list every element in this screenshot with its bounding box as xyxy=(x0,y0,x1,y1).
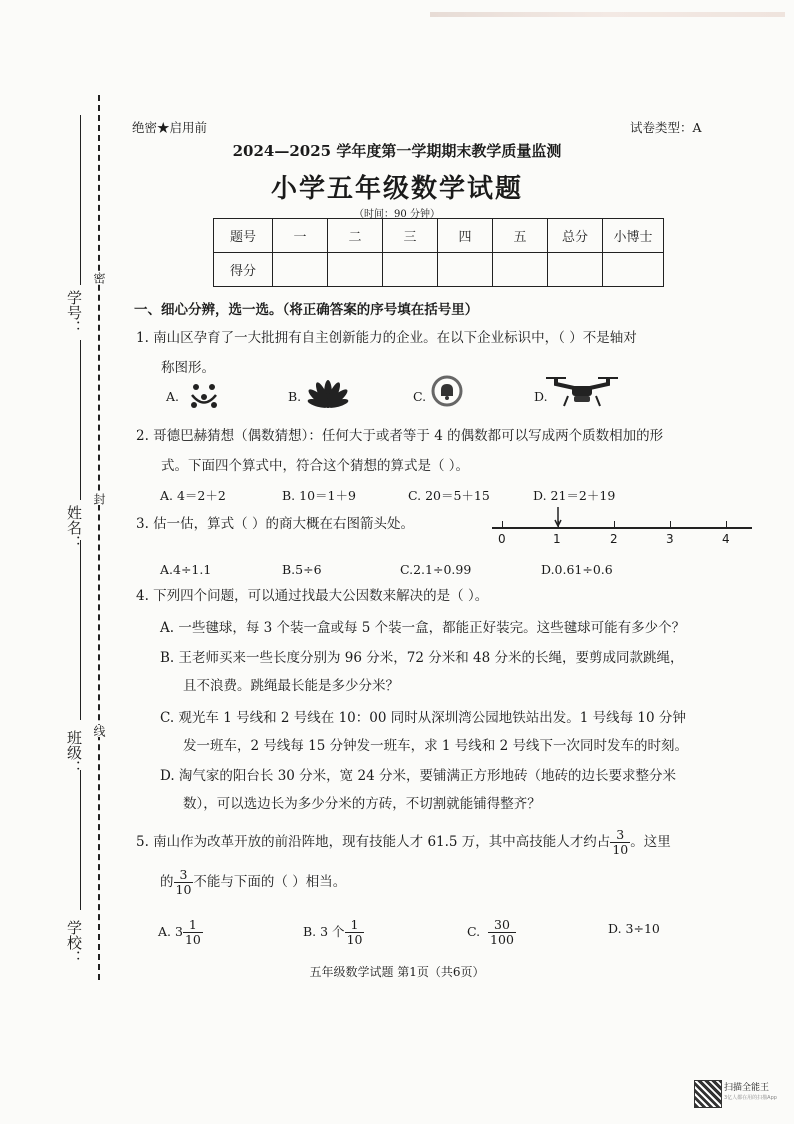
q1-option-b: B. xyxy=(288,389,302,404)
q2-option-a: A. 4＝2＋2 xyxy=(160,488,226,503)
page-footer: 五年级数学试题 第1页（共6页） xyxy=(309,965,485,979)
score-cell: 二 xyxy=(328,219,383,253)
tick-label: 4 xyxy=(722,532,730,546)
seal-mi: 密 xyxy=(92,272,106,284)
score-cell: 四 xyxy=(438,219,493,253)
score-cell: 题号 xyxy=(214,219,273,253)
q2-option-d: D. 21＝2＋19 xyxy=(533,488,616,503)
tick-label: 2 xyxy=(610,532,618,546)
q5-text-line2-b: 不能与下面的（ ）相当。 xyxy=(193,874,347,890)
logo-c-bell-icon xyxy=(430,374,464,408)
scanner-tagline: 3亿人都在用的扫描App xyxy=(724,1095,777,1101)
q4-option-b-line1: B. 王老师买来一些长度分别为 96 分米，72 分米和 48 分米的长绳，要剪成同款跳绳， xyxy=(160,650,684,666)
score-row-label: 得分 xyxy=(214,253,273,287)
number-line xyxy=(492,527,752,529)
number-line-tick xyxy=(614,521,615,528)
school-label: 学校： xyxy=(65,920,83,965)
q5-option-b xyxy=(303,918,364,947)
seal-xian: 线 xyxy=(92,725,106,737)
fraction-den: 10 xyxy=(346,932,363,947)
q4-option-d-line1: D. 淘气家的阳台长 30 分米，宽 24 分米，要铺满正方形地砖（地砖的边长要求整分米 xyxy=(160,768,676,784)
qr-code-icon xyxy=(694,1080,722,1108)
q5-text-line1-b: 。这里 xyxy=(630,834,671,850)
score-blank[interactable] xyxy=(603,253,664,287)
q4-option-c-line2: 发一班车，2 号线每 15 分钟发一班车，求 1 号线和 2 号线下一次同时发车的时刻。 xyxy=(183,738,688,754)
score-cell: 五 xyxy=(493,219,548,253)
fraction xyxy=(345,918,365,947)
q1-text-line1: 1. 南山区孕育了一大批拥有自主创新能力的企业。在以下企业标识中，（ ）不是轴对 xyxy=(136,330,637,346)
tick-label: 3 xyxy=(666,532,674,546)
school-line xyxy=(80,770,81,910)
q5-text-line2-a: 的 xyxy=(160,874,174,890)
name-label: 姓名： xyxy=(65,505,83,550)
q2-option-b: B. 10＝1＋9 xyxy=(282,488,356,503)
fraction-num: 3 xyxy=(610,828,630,843)
exam-name: 2024—2025 学年度第一学期期末教学质量监测 xyxy=(232,142,562,160)
q4-option-c-line1: C. 观光车 1 号线和 2 号线在 10：00 同时从深圳湾公园地铁站出发。1 号线每 10 分钟 xyxy=(160,710,686,726)
page-title: 小学五年级数学试题 xyxy=(270,174,523,204)
score-table-header-row xyxy=(214,219,664,253)
number-line-tick xyxy=(502,521,503,528)
fraction-num: 1 xyxy=(345,918,365,933)
tick-label: 1 xyxy=(553,532,561,546)
fraction xyxy=(610,828,630,857)
arrow-down-icon xyxy=(552,507,564,527)
q5-text-line1 xyxy=(136,828,671,857)
fraction-num: 30 xyxy=(488,918,516,933)
q4-text: 4. 下列四个问题，可以通过找最大公因数来解决的是（ ）。 xyxy=(136,588,489,604)
q5-option-a xyxy=(158,918,203,947)
number-line-tick xyxy=(726,521,727,528)
binding-dashed-line xyxy=(98,95,100,980)
secret-label: 绝密★启用前 xyxy=(132,120,208,135)
q5-option-c xyxy=(467,918,516,947)
score-cell: 总分 xyxy=(548,219,603,253)
q3-option-d: D.0.61÷0.6 xyxy=(541,562,613,577)
scanner-brand: 扫描全能王 xyxy=(724,1083,770,1093)
q1-text-line2: 称图形。 xyxy=(161,360,215,376)
top-edge-shadow xyxy=(430,12,785,17)
score-blank[interactable] xyxy=(383,253,438,287)
score-blank[interactable] xyxy=(548,253,603,287)
seal-feng: 封 xyxy=(92,493,106,505)
q3-option-a: A.4÷1.1 xyxy=(160,562,212,577)
number-line-tick xyxy=(670,521,671,528)
q5-option-b-label: B. 3 个 xyxy=(303,924,345,939)
score-blank[interactable] xyxy=(328,253,383,287)
q1-option-c: C. xyxy=(413,389,427,404)
fraction-den: 100 xyxy=(490,932,514,947)
logo-b-petals-icon xyxy=(304,376,352,410)
q3-option-c: C.2.1÷0.99 xyxy=(400,562,472,577)
score-blank[interactable] xyxy=(438,253,493,287)
fraction-den: 10 xyxy=(612,842,629,857)
fraction xyxy=(183,918,203,947)
q5-option-d: D. 3÷10 xyxy=(608,921,660,936)
name-line xyxy=(80,340,81,500)
q2-option-c: C. 20＝5＋15 xyxy=(408,488,490,503)
student-id-label: 学号： xyxy=(65,290,83,335)
class-line xyxy=(80,540,81,720)
fraction-den: 10 xyxy=(175,882,192,897)
score-table-score-row xyxy=(214,253,664,287)
q2-text-line1: 2. 哥德巴赫猜想（偶数猜想）：任何大于或者等于 4 的偶数都可以写成两个质数相加的形 xyxy=(136,428,664,444)
q1-option-a: A. xyxy=(166,389,180,404)
paper-type: 试卷类型：A xyxy=(630,120,702,135)
q5-text-line1-a: 5. 南山作为改革开放的前沿阵地，现有技能人才 61.5 万，其中高技能人才约占 xyxy=(136,834,611,850)
score-blank[interactable] xyxy=(493,253,548,287)
fraction xyxy=(488,918,516,947)
q5-option-a-label: A. 3 xyxy=(158,924,183,939)
logo-d-drone-icon xyxy=(544,372,620,412)
q5-option-c-label: C. xyxy=(467,924,481,939)
time-note: （时间：90 分钟） xyxy=(354,209,440,220)
fraction xyxy=(174,868,194,897)
score-cell: 三 xyxy=(383,219,438,253)
q1-option-d: D. xyxy=(534,389,548,404)
q3-text: 3. 估一估，算式（ ）的商大概在右图箭头处。 xyxy=(136,516,414,532)
score-table xyxy=(213,218,664,287)
section-title: 一、细心分辨，选一选。（将正确答案的序号填在括号里） xyxy=(134,302,479,318)
tick-label: 0 xyxy=(498,532,506,546)
score-blank[interactable] xyxy=(273,253,328,287)
q4-option-d-line2: 数），可以选边长为多少分米的方砖，不切割就能铺得整齐？ xyxy=(183,796,541,812)
q3-option-b: B.5÷6 xyxy=(282,562,322,577)
fraction-num: 1 xyxy=(183,918,203,933)
score-cell: 小博士 xyxy=(603,219,664,253)
class-label: 班级： xyxy=(65,730,83,775)
q5-text-line2 xyxy=(160,868,346,897)
fraction-den: 10 xyxy=(184,932,201,947)
fraction-num: 3 xyxy=(174,868,194,883)
q4-option-a: A. 一些毽球，每 3 个装一盒或每 5 个装一盒，都能正好装完。这些毽球可能有多少个？ xyxy=(160,620,686,636)
q2-text-line2: 式。下面四个算式中，符合这个猜想的算式是（ ）。 xyxy=(161,458,470,474)
score-cell: 一 xyxy=(273,219,328,253)
q4-option-b-line2: 且不浪费。跳绳最长能是多少分米？ xyxy=(183,678,399,694)
logo-a-icon xyxy=(188,380,220,412)
